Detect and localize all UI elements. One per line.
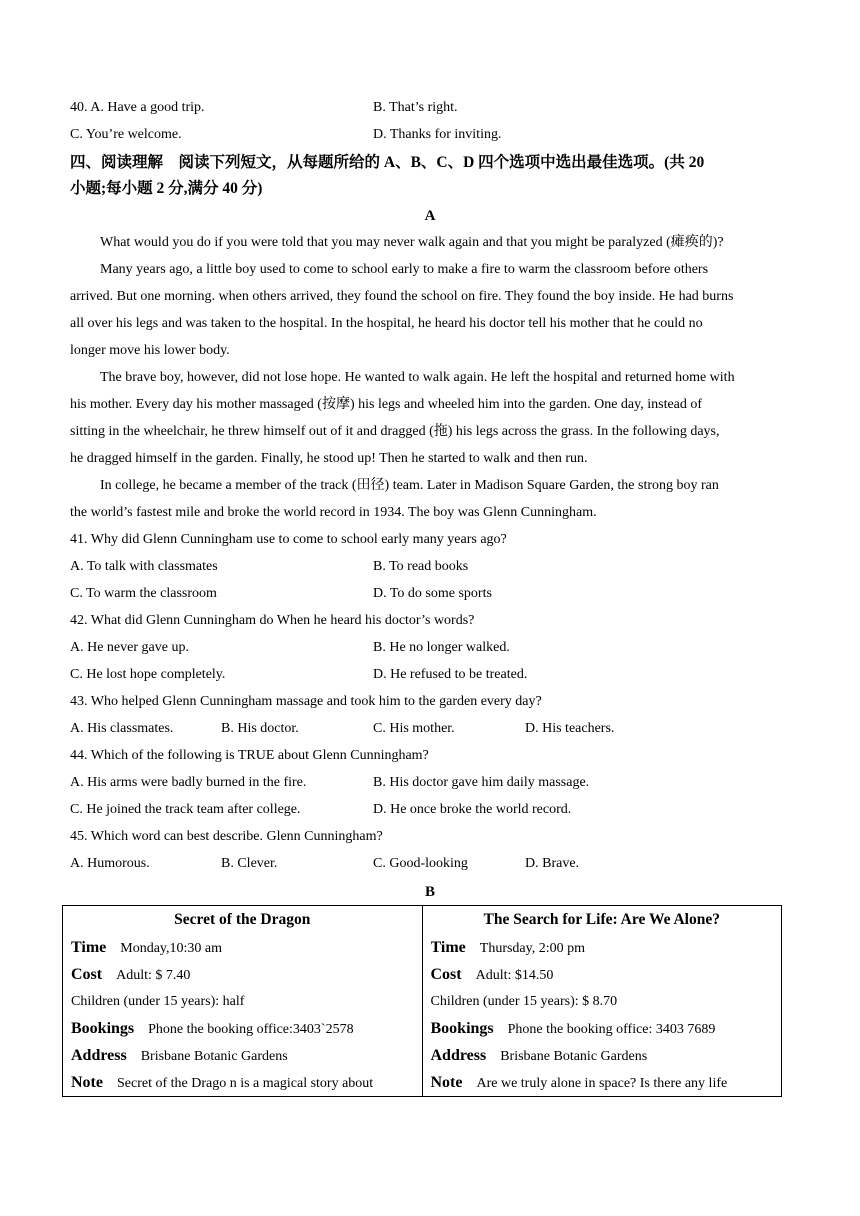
event-note-row	[431, 1069, 774, 1096]
question-44-stem: 44. Which of the following is TRUE about Glenn Cunningham?	[70, 748, 429, 763]
event-bookings-row	[71, 1015, 414, 1042]
event-children-row: Children (under 15 years): $ 8.70	[430, 994, 618, 1009]
q41-option-c: C. To warm the classroom	[70, 586, 217, 601]
event-bookings-row	[431, 1015, 774, 1042]
q43-option-b: B. His doctor.	[221, 721, 299, 736]
q45-option-d: D. Brave.	[525, 856, 580, 871]
section4-heading-line2: 小题;每小题 2 分,满分 40 分)	[70, 180, 263, 197]
cost-label: Cost	[71, 966, 103, 983]
q45-option-b: B. Clever.	[221, 856, 278, 871]
passage-a-line: arrived. But one morning. when others arrived, they found the school on fire. They found the boy inside. He had burns	[70, 289, 734, 304]
event-note-row	[71, 1069, 414, 1096]
address-value: Brisbane Botanic Gardens	[500, 1049, 648, 1064]
event-address-row	[71, 1042, 414, 1069]
event-children-row: Children (under 15 years): half	[71, 994, 245, 1009]
passage-b-label: B	[424, 884, 435, 900]
q42-option-a: A. He never gave up.	[70, 640, 189, 655]
note-label: Note	[430, 1074, 463, 1091]
question-45-stem: 45. Which word can best describe. Glenn Cunningham?	[70, 829, 383, 844]
cost-label: Cost	[430, 966, 462, 983]
q40-option-d: D. Thanks for inviting.	[373, 127, 502, 142]
passage-a-line: What would you do if you were told that you may never walk again and that you might be paralyzed (瘫痪的)?	[100, 235, 724, 250]
q43-option-c: C. His mother.	[373, 721, 455, 736]
q42-option-d: D. He refused to be treated.	[373, 667, 528, 682]
event-right-cell	[422, 906, 782, 1097]
time-value: Thursday, 2:00 pm	[479, 941, 586, 956]
q40-option-a: 40. A. Have a good trip.	[70, 100, 205, 115]
passage-a-line: Many years ago, a little boy used to come to school early to make a fire to warm the classroom before others	[100, 262, 709, 277]
bookings-value: Phone the booking office:3403`2578	[148, 1022, 354, 1037]
passage-a-label: A	[424, 208, 436, 224]
event-address-row	[431, 1042, 774, 1069]
note-value: Are we truly alone in space? Is there any life	[476, 1076, 728, 1091]
passage-a-line: sitting in the wheelchair, he threw himself out of it and dragged (拖) his legs across the grass. In the following days,	[70, 424, 720, 439]
note-value: Secret of the Drago n is a magical story about	[116, 1076, 374, 1091]
question-43-stem: 43. Who helped Glenn Cunningham massage and took him to the garden every day?	[70, 694, 542, 709]
q45-option-c: C. Good-looking	[373, 856, 468, 871]
event-title: Secret of the Dragon	[174, 911, 311, 928]
cost-value: Adult: $ 7.40	[116, 968, 191, 983]
q44-option-d: D. He once broke the world record.	[373, 802, 572, 817]
time-label: Time	[71, 939, 107, 956]
q40-option-b: B. That’s right.	[373, 100, 458, 115]
q44-option-a: A. His arms were badly burned in the fire.	[70, 775, 307, 790]
q41-option-a: A. To talk with classmates	[70, 559, 218, 574]
time-label: Time	[430, 939, 466, 956]
address-value: Brisbane Botanic Gardens	[140, 1049, 288, 1064]
event-cost-row	[71, 961, 414, 988]
q45-option-a: A. Humorous.	[70, 856, 150, 871]
q41-option-b: B. To read books	[373, 559, 469, 574]
bookings-value: Phone the booking office: 3403 7689	[507, 1022, 716, 1037]
question-42-stem: 42. What did Glenn Cunningham do When he heard his doctor’s words?	[70, 613, 475, 628]
passage-a-line: his mother. Every day his mother massaged (按摩) his legs and wheeled him into the garden. One day, instead of	[70, 397, 703, 412]
address-label: Address	[430, 1047, 487, 1064]
q42-option-c: C. He lost hope completely.	[70, 667, 226, 682]
event-time-row	[431, 934, 774, 961]
q41-option-d: D. To do some sports	[373, 586, 492, 601]
passage-a-line: longer move his lower body.	[70, 343, 230, 358]
events-table	[62, 905, 782, 1097]
q43-option-a: A. His classmates.	[70, 721, 174, 736]
event-title: The Search for Life: Are We Alone?	[483, 911, 720, 928]
cost-value: Adult: $14.50	[475, 968, 554, 983]
time-value: Monday,10:30 am	[120, 941, 223, 956]
bookings-label: Bookings	[71, 1020, 135, 1037]
note-label: Note	[71, 1074, 103, 1091]
event-time-row	[71, 934, 414, 961]
address-label: Address	[71, 1047, 127, 1064]
bookings-label: Bookings	[430, 1020, 494, 1037]
passage-a-line: he dragged himself in the garden. Finally, he stood up! Then he started to walk and then run.	[70, 451, 588, 466]
passage-a-line: all over his legs and was taken to the hospital. In the hospital, he heard his doctor tell his mother that he could no	[70, 316, 703, 331]
q44-option-b: B. His doctor gave him daily massage.	[373, 775, 590, 790]
event-left-cell	[63, 906, 423, 1097]
question-41-stem: 41. Why did Glenn Cunningham use to come to school early many years ago?	[70, 532, 507, 547]
q40-option-c: C. You’re welcome.	[70, 127, 182, 142]
passage-a-line: The brave boy, however, did not lose hope. He wanted to walk again. He left the hospital and returned home with	[100, 370, 735, 385]
passage-a-line: the world’s fastest mile and broke the world record in 1934. The boy was Glenn Cunningham.	[70, 505, 597, 520]
section4-heading-line1: 四、阅读理解 阅读下列短文，从每题所给的 A、B、C、D 四个选项中选出最佳选项。(共 20	[70, 154, 705, 171]
event-cost-row	[431, 961, 774, 988]
passage-a-line: In college, he became a member of the track (田径) team. Later in Madison Square Garden, the strong boy ran	[100, 478, 719, 493]
q42-option-b: B. He no longer walked.	[373, 640, 510, 655]
q44-option-c: C. He joined the track team after college.	[70, 802, 301, 817]
q43-option-d: D. His teachers.	[525, 721, 615, 736]
